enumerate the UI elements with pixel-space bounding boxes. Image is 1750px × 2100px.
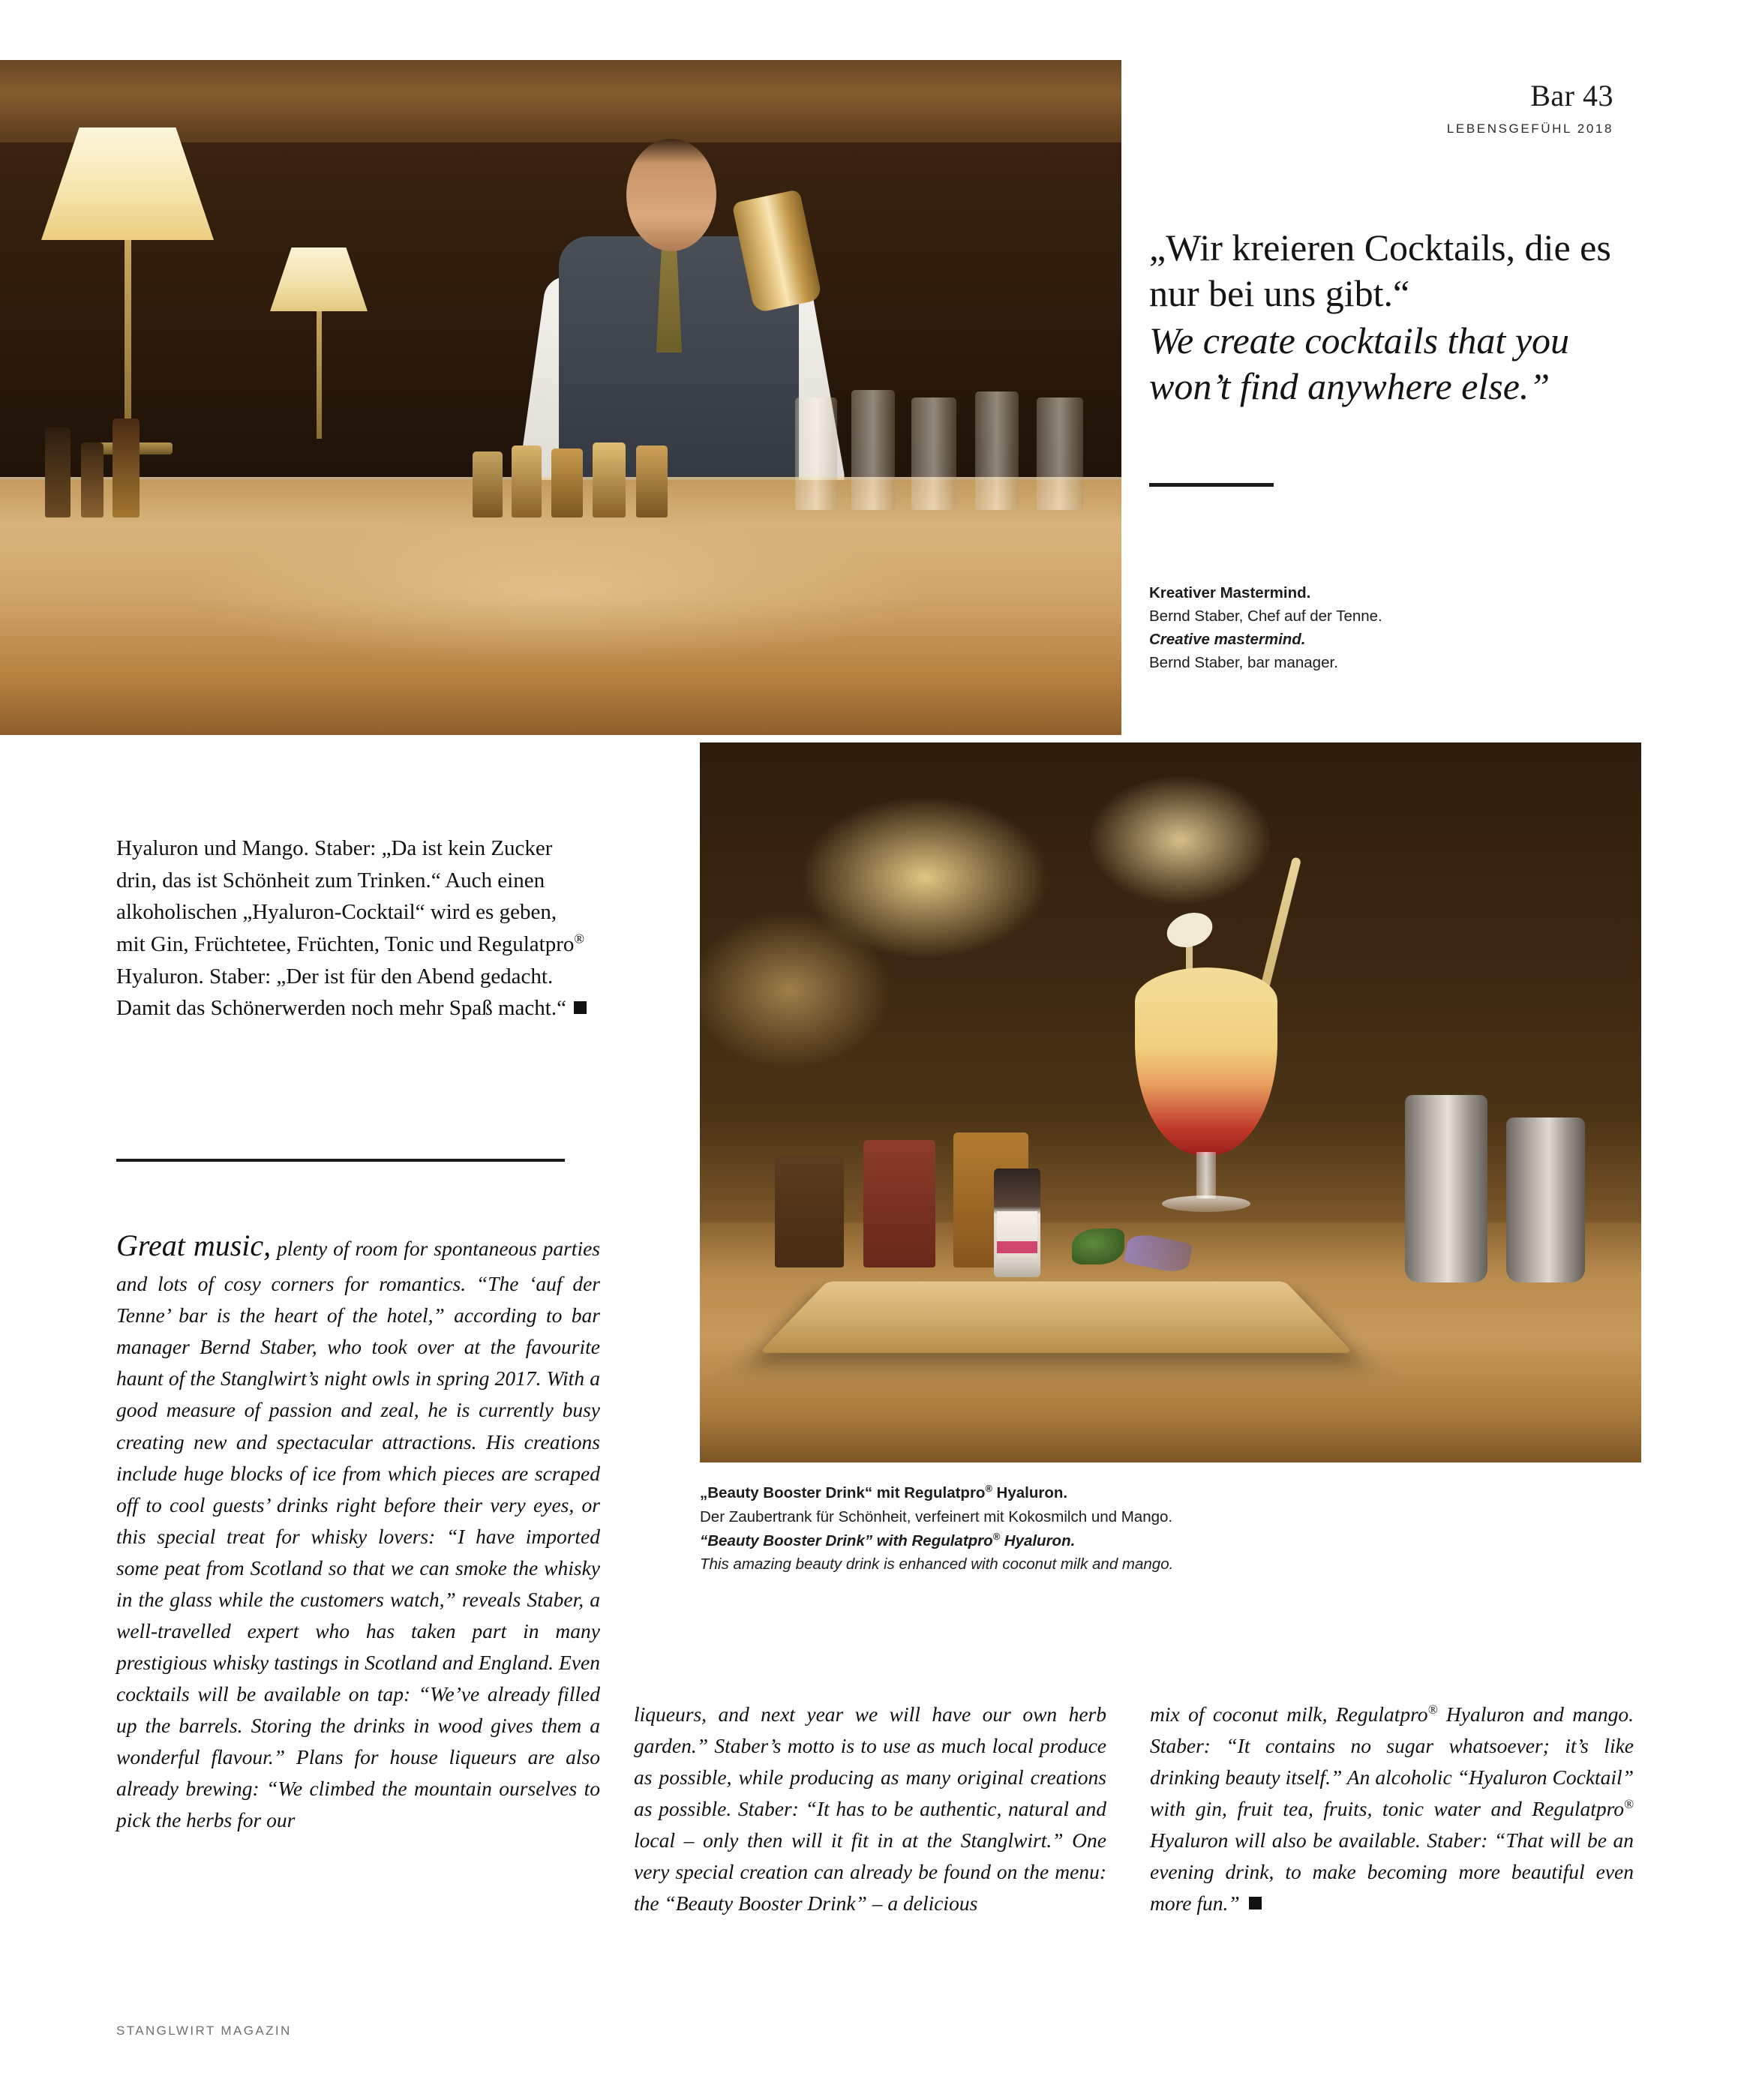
bartender-photo xyxy=(0,60,1121,735)
body-text-english-col1 xyxy=(116,1222,600,1836)
end-mark-2 xyxy=(1249,1897,1262,1910)
metal-shaker-left-icon xyxy=(1405,1095,1487,1282)
caption-bartender-en-title: Creative mastermind. xyxy=(1149,631,1306,649)
body-text-english-col1-content: plenty of room for spontaneous parties and lots of cosy corners for romantics. “The ‘auf der Tenne’ bar is the heart of the hotel,” according to bar manager Bernd Staber, who took over at the favourite haunt of the Stanglwirt’s night owls in spring 2017. With a good measure of passion and zeal, he is currently busy creating new and spectacular attractions. His creations include huge blocks of ice from which pieces are scraped off to cool guests’ drinks right before their very eyes, or this special treat for whisky lovers: “I have imported some peat from Scotland so that we can smoke the whisky in the glass while the customers watch,” reveals Staber, a well-travelled expert who has taken part in many prestigious whisky tastings in Scotland and England. Even cocktails will be available on tap: “We’ve already filled up the barrels. Storing the drinks in wood gives them a wonderful flavour.” Plans for house liqueurs are also already brewing: “We climbed the mountain ourselves to pick the herbs for our xyxy=(116,1237,600,1832)
end-mark xyxy=(574,1001,587,1014)
counter-highlight xyxy=(180,518,930,668)
body-text-english-col3-content: mix of coconut milk, Regulatpro® Hyaluron and mango. Staber: “It contains no sugar whatsoever; it’s like drinking beauty itself.” An alcoholic “Hyaluron Cocktail” with gin, fruit tea, fruits, tonic water and Regulatpro® Hyaluron will also be available. Staber: “That will be an evening drink, to make becoming more beautiful even more fun.” xyxy=(1150,1702,1634,1916)
caption-bartender-en-text: Bernd Staber, bar manager. xyxy=(1149,654,1338,672)
caption-bartender-de-title: Kreativer Mastermind. xyxy=(1149,584,1311,602)
caption-drink xyxy=(700,1481,1645,1576)
glassware-row xyxy=(0,390,1121,510)
body-text-english-col2 xyxy=(634,1699,1106,1919)
quote-divider xyxy=(1149,483,1274,487)
pull-quote xyxy=(1149,225,1644,410)
body-text-english-col2-content: liqueurs, and next year we will have our own herb garden.” Staber’s motto is to use as much local produce as possible, while producing as many original creations as possible. Staber: “It has to be authentic, natural and local – only then will it fit in at the Stanglwirt.” One very special creation can already be found on the menu: the “Beauty Booster Drink” – a delicious xyxy=(634,1702,1106,1916)
hurricane-glass-icon xyxy=(1135,968,1277,1222)
page-header xyxy=(1447,81,1613,136)
body-lead-in: Great music, xyxy=(116,1228,272,1262)
body-text-german xyxy=(116,832,589,1024)
caption-bartender-de-text: Bernd Staber, Chef auf der Tenne. xyxy=(1149,608,1382,626)
caption-drink-en-title: “Beauty Booster Drink” with Regulatpro® Hyaluron. xyxy=(700,1530,1076,1550)
metal-shaker-right-icon xyxy=(1506,1118,1585,1282)
body-text-german-content: Hyaluron und Mango. Staber: „Da ist kein Zucker drin, das ist Schönheit zum Trinken.“ Auch einen alkoholischen „Hyaluron-Cocktail“ wird es geben, mit Gin, Früchtetee, Früchten, Tonic und Regulatpro® Hyaluron. Staber: „Der ist für den Abend gedacht. Damit das Schönerwerden noch mehr Spaß macht.“ xyxy=(116,836,585,1021)
regulatpro-bottle-accent xyxy=(997,1241,1037,1253)
caption-drink-de-title: „Beauty Booster Drink“ mit Regulatpro® Hyaluron. xyxy=(700,1483,1068,1502)
pull-quote-german: „Wir kreieren Cocktails, die es nur bei uns gibt.“ xyxy=(1149,226,1611,314)
page-folio: Bar 43 xyxy=(1530,79,1613,112)
pull-quote-english: We create cocktails that you won’t find anywhere else.” xyxy=(1149,320,1570,407)
issue-line: LEBENSGEFÜHL 2018 xyxy=(1446,122,1613,136)
caption-drink-en-text: This amazing beauty drink is enhanced with coconut milk and mango. xyxy=(700,1556,1174,1574)
section-divider xyxy=(116,1159,565,1162)
footer-magazine-name: STANGLWIRT MAGAZIN xyxy=(116,2024,292,2038)
mint-leaves-icon xyxy=(1072,1228,1124,1264)
caption-bartender xyxy=(1149,581,1674,675)
beauty-booster-drink-photo xyxy=(700,742,1641,1462)
caption-drink-de-text: Der Zaubertrank für Schönheit, verfeinert mit Kokosmilch und Mango. xyxy=(700,1508,1173,1526)
body-text-english-col3 xyxy=(1150,1699,1634,1919)
